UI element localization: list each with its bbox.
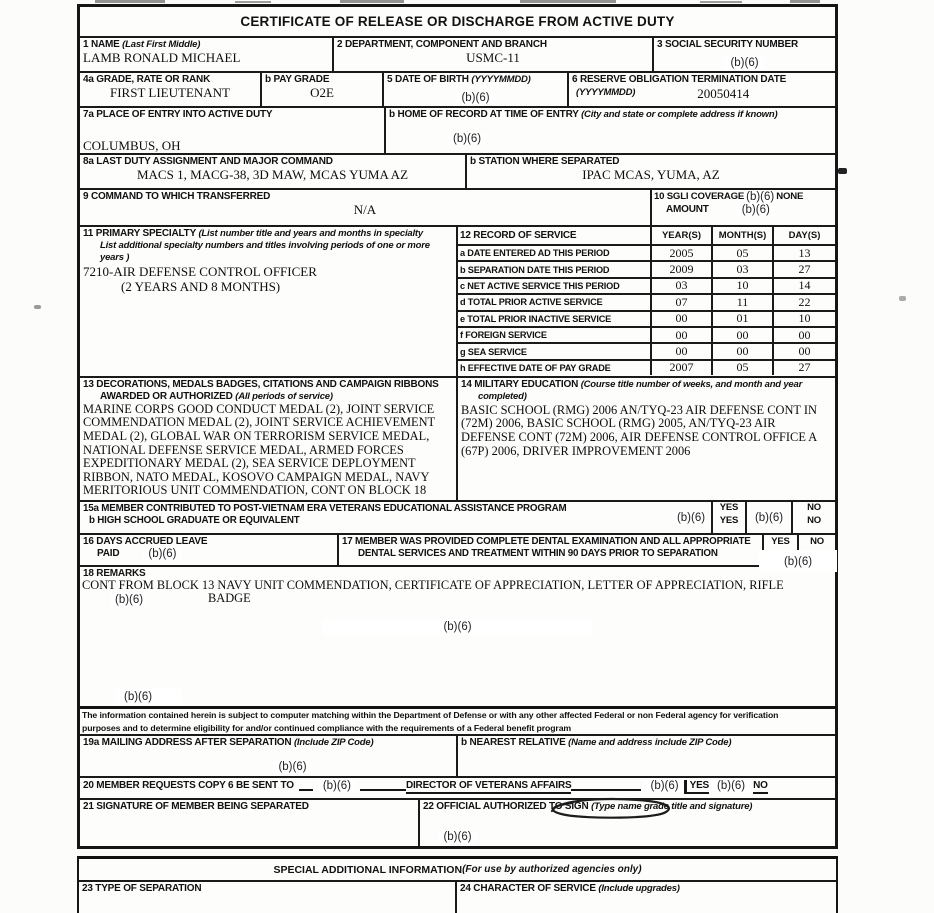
ros-row-days: 13 — [772, 244, 835, 260]
block15a-label: 15a MEMBER CONTRIBUTED TO POST-VIETNAM ERA VETERANS EDUCATIONAL ASSISTANCE PROGRAM — [83, 503, 567, 514]
block9-command-transferred — [80, 190, 650, 225]
block15-redaction-2-wrap — [747, 502, 791, 533]
block5-dob — [382, 73, 567, 106]
block18-redaction-2-wrap — [80, 617, 835, 635]
ros-row-years: 2005 — [650, 244, 711, 260]
row-decorations-education — [80, 376, 835, 500]
block15a-yes: YES — [719, 502, 739, 513]
row-signatures — [80, 798, 835, 846]
ros-row-years: 2009 — [650, 260, 711, 276]
block20-director-label: DIRECTOR OF VETERANS AFFAIRS — [406, 780, 572, 794]
ros-row-label: e TOTAL PRIOR INACTIVE SERVICE — [458, 310, 650, 326]
block11-label: 11 PRIMARY SPECIALTY (List number title and years and months in specialty List additional specialty numbers and titles involving periods of one or more years ) — [83, 228, 430, 263]
ros-row-days: 22 — [772, 293, 835, 309]
block18-label: 18 REMARKS — [83, 568, 146, 579]
row-grade-paygrade-dob-resobl — [80, 71, 835, 106]
block17-redaction: (b)(6) — [779, 556, 817, 568]
block8a-last-duty — [80, 155, 465, 188]
block17-dental — [337, 535, 762, 565]
block7a-value: COLUMBUS, OH — [83, 137, 181, 153]
block18-line2: BADGE — [208, 591, 251, 605]
ros-row-months: 00 — [711, 342, 772, 358]
block15-redaction-1-wrap — [671, 502, 711, 533]
block24-character-of-service — [455, 882, 836, 913]
block18-redaction-1: (b)(6) — [110, 594, 148, 606]
block2-label: 2 DEPARTMENT, COMPONENT AND BRANCH — [337, 39, 547, 50]
block22-redaction-wrap — [80, 827, 835, 845]
privacy-statement — [80, 706, 835, 734]
block18-remarks — [80, 565, 835, 706]
ros-row-label: b SEPARATION DATE THIS PERIOD — [458, 260, 650, 276]
block6-date-format: (YYYYMMDD) — [576, 86, 636, 98]
block11-primary-specialty — [80, 227, 456, 376]
block16-label-line2: PAID — [97, 547, 120, 559]
block17-redaction-wrap — [759, 550, 837, 572]
block22-redaction: (b)(6) — [438, 831, 476, 843]
scribble-annotation — [538, 795, 678, 821]
block10-none: NONE — [776, 191, 804, 203]
block17-label-line1: 17 MEMBER WAS PROVIDED COMPLETE DENTAL EXAMINATION AND ALL APPROPRIATE — [342, 536, 751, 547]
block17-yes: YES — [771, 536, 790, 547]
block14-military-education — [456, 378, 835, 500]
block2-branch — [332, 38, 652, 71]
block8a-label: 8a LAST DUTY ASSIGNMENT AND MAJOR COMMAND — [83, 156, 333, 167]
ros-row-months: 00 — [711, 326, 772, 342]
block14-value: BASIC SCHOOL (RMG) 2006 AN/TYQ-23 AIR DEFENSE CONT IN (72M) 2006, BASIC SCHOOL (RMG) 2005, AN/TYQ-23 AIR DEFENSE CONT (72M) 2006, AIR DEFENSE CONTROL OFFICE A (67P) 2006, DRIVER IMPROVEMENT 2006 — [461, 402, 817, 459]
ros-row-label: a DATE ENTERED AD THIS PERIOD — [458, 244, 650, 260]
ros-row-months: 10 — [711, 277, 772, 293]
block18-redaction-2: (b)(6) — [323, 619, 591, 635]
ros-row-days: 14 — [772, 277, 835, 293]
block15-labels — [80, 502, 671, 533]
scan-artifact — [790, 0, 820, 3]
block13-decorations — [80, 378, 456, 500]
ros-row-label: h EFFECTIVE DATE OF PAY GRADE — [458, 359, 650, 375]
ros-row-label: c NET ACTIVE SERVICE THIS PERIOD — [458, 277, 650, 293]
block13-value: MARINE CORPS GOOD CONDUCT MEDAL (2), JOINT SERVICE COMMENDATION MEDAL (2), JOINT SERVICE ACHIEVEMENT MEDAL (2), GLOBAL WAR ON TERRORISM SERVICE MEDAL, NATIONAL DEFENSE SERVICE MEDAL, ARMED FORCES EXPEDITIONARY MEDAL (2), SEA SERVICE DEPLOYMENT RIBBON, NATO MEDAL, KOSOVO CAMPAIGN MEDAL, NAVY MERITORIOUS UNIT COMMENDATION, CONT ON BLOCK 18 — [83, 401, 435, 498]
block6-value: 20050414 — [697, 85, 750, 101]
block20-underline-1 — [299, 780, 313, 791]
scan-artifact — [34, 305, 41, 309]
ros-header-months: MONTH(S) — [711, 227, 772, 244]
scan-artifact — [95, 0, 165, 3]
ros-row-days: 00 — [772, 342, 835, 358]
block19-redaction-wrap — [80, 757, 505, 775]
ros-row-days: 27 — [772, 260, 835, 276]
block20-no: NO — [753, 780, 768, 794]
block15b-label: b HIGH SCHOOL GRADUATE OR EQUIVALENT — [89, 514, 300, 526]
block19b-nearest-relative — [456, 736, 835, 776]
ros-row-days: 27 — [772, 359, 835, 375]
row-15-veterans-program — [80, 500, 835, 533]
block16-label-line1: 16 DAYS ACCRUED LEAVE — [83, 536, 208, 547]
block19a-label: 19a MAILING ADDRESS AFTER SEPARATION (Include ZIP Code) — [83, 737, 374, 748]
block8b-label: b STATION WHERE SEPARATED — [470, 156, 620, 167]
block15-redaction-1: (b)(6) — [676, 511, 706, 524]
scan-artifact — [340, 0, 404, 3]
block6-label: 6 RESERVE OBLIGATION TERMINATION DATE — [572, 74, 787, 85]
block17-no: NO — [810, 536, 824, 547]
record-of-service-table — [458, 227, 835, 375]
block20-redaction-3: (b)(6) — [712, 780, 750, 792]
block7b-redaction: (b)(6) — [448, 133, 486, 145]
ros-row-months: 11 — [711, 293, 772, 309]
ros-row-years: 00 — [650, 342, 711, 358]
block17-label-line2: DENTAL SERVICES AND TREATMENT WITHIN 90 DAYS PRIOR TO SEPARATION — [358, 547, 718, 559]
row-separation-character — [79, 882, 836, 913]
row-name-dept-ssn — [80, 36, 835, 71]
block10-amount-label: AMOUNT — [666, 204, 709, 216]
row-entry-homerecord — [80, 106, 835, 153]
block16-days-accrued-leave — [80, 535, 337, 565]
block3-redaction: (b)(6) — [725, 57, 763, 69]
block9-label: 9 COMMAND TO WHICH TRANSFERRED — [83, 191, 271, 202]
ros-row-days: 00 — [772, 326, 835, 342]
block1-name — [80, 38, 332, 71]
block6-reserve-obligation — [567, 73, 835, 106]
ros-row-months: 05 — [711, 244, 772, 260]
ros-row-label: g SEA SERVICE — [458, 342, 650, 358]
scan-artifact — [700, 1, 742, 3]
block16-redaction: (b)(6) — [143, 548, 181, 560]
block2-value: USMC-11 — [466, 49, 520, 65]
row-command-sgli — [80, 188, 835, 225]
block12-record-of-service — [456, 227, 835, 376]
ros-title: 12 RECORD OF SERVICE — [460, 230, 577, 241]
row-lastduty-station — [80, 153, 835, 188]
ros-header-years: YEAR(S) — [650, 227, 711, 244]
block15b-no: NO — [807, 515, 821, 527]
block20-redaction-2: (b)(6) — [645, 780, 683, 792]
block19b-label: b NEAREST RELATIVE (Name and address include ZIP Code) — [461, 737, 732, 748]
row-mailing-relative — [80, 734, 835, 776]
block11-value-line2: (2 YEARS AND 8 MONTHS) — [121, 278, 281, 294]
scan-artifact — [235, 1, 271, 3]
block14-label: 14 MILITARY EDUCATION (Course title number of weeks, and month and year completed) — [461, 379, 803, 402]
ros-row-months: 01 — [711, 310, 772, 326]
scan-artifact — [899, 296, 906, 301]
block20-redaction-1: (b)(6) — [318, 780, 356, 792]
block9-value: N/A — [353, 201, 377, 217]
block10-sgli — [650, 190, 835, 225]
scan-artifact — [520, 0, 616, 3]
block15-yes-column — [711, 502, 747, 533]
privacy-line2: purposes and to determine eligibility for and/or continued compliance with the requirements of a Federal benefit program — [82, 722, 572, 733]
block8a-value: MACS 1, MACG-38, 3D MAW, MCAS YUMA AZ — [136, 166, 409, 182]
block3-ssn — [652, 38, 835, 71]
ros-row-days: 10 — [772, 310, 835, 326]
ros-row-years: 07 — [650, 293, 711, 309]
block19-redaction: (b)(6) — [273, 761, 311, 773]
block8b-station-separated — [465, 155, 835, 188]
block15a-no: NO — [807, 502, 821, 513]
block5-redaction: (b)(6) — [456, 92, 494, 104]
block11-value-line1: 7210-AIR DEFENSE CONTROL OFFICER — [83, 264, 317, 280]
block4a-grade — [80, 73, 260, 106]
block7b-home-of-record — [384, 108, 835, 153]
block23-type-of-separation — [79, 882, 455, 913]
row-specialty-recordofservice — [80, 225, 835, 376]
ros-row-years: 2007 — [650, 359, 711, 375]
ros-row-years: 00 — [650, 310, 711, 326]
block20-copy6 — [80, 776, 835, 798]
block10-label: 10 SGLI COVERAGE — [654, 191, 745, 203]
block22-label: 22 OFFICIAL AUTHORIZED TO SIGN (Type name grade title and signature) — [423, 801, 753, 812]
ros-row-months: 05 — [711, 359, 772, 375]
block4b-label: b PAY GRADE — [265, 74, 330, 85]
block18-line1: CONT FROM BLOCK 13 NAVY UNIT COMMENDATION, CERTIFICATE OF APPRECIATION, LETTER OF APPRECIATION, RIFLE — [82, 578, 784, 592]
block8b-value: IPAC MCAS, YUMA, AZ — [582, 166, 720, 182]
ros-row-label: f FOREIGN SERVICE — [458, 326, 650, 342]
block10-redaction-1: (b)(6) — [746, 191, 775, 203]
row-leave-dental — [80, 533, 835, 568]
block13-label: 13 DECORATIONS, MEDALS BADGES, CITATIONS AND CAMPAIGN RIBBONS AWARDED OR AUTHORIZED (All periods of service) — [83, 379, 439, 402]
block7a-place-of-entry — [80, 108, 384, 153]
privacy-line1: The information contained herein is subject to computer matching within the Department of Defense or with any other affected Federal or non Federal agency for verification — [82, 710, 779, 720]
special-section-title: SPECIAL ADDITIONAL INFORMATION (For use by authorized agencies only) — [79, 859, 836, 882]
scan-artifact — [838, 168, 847, 174]
ros-header-days: DAY(S) — [772, 227, 835, 244]
special-additional-info-section — [77, 856, 838, 913]
block15b-yes: YES — [719, 515, 739, 527]
form-title: CERTIFICATE OF RELEASE OR DISCHARGE FROM ACTIVE DUTY — [240, 14, 675, 29]
ros-row-months: 03 — [711, 260, 772, 276]
block4a-label: 4a GRADE, RATE OR RANK — [83, 74, 211, 85]
block20-underline-3 — [571, 780, 641, 791]
block15-no-column — [791, 502, 835, 533]
block20-label: 20 MEMBER REQUESTS COPY 6 BE SENT TO — [83, 780, 294, 791]
block1-value: LAMB RONALD MICHAEL — [83, 49, 241, 65]
block20-underline-2 — [360, 780, 406, 791]
block7b-label: b HOME OF RECORD AT TIME OF ENTRY (City and state or complete address if known) — [389, 109, 778, 120]
block21-label: 21 SIGNATURE OF MEMBER BEING SEPARATED — [83, 801, 309, 812]
block3-label: 3 SOCIAL SECURITY NUMBER — [657, 39, 798, 50]
block4a-value: FIRST LIEUTENANT — [109, 84, 230, 100]
ros-row-years: 03 — [650, 277, 711, 293]
block24-label: 24 CHARACTER OF SERVICE (Include upgrades) — [460, 883, 680, 894]
dd214-form — [77, 4, 838, 849]
block1-label: 1 NAME (Last First Middle) — [83, 39, 201, 50]
ros-row-years: 00 — [650, 326, 711, 342]
ros-row-label: d TOTAL PRIOR ACTIVE SERVICE — [458, 293, 650, 309]
block23-label: 23 TYPE OF SEPARATION — [82, 883, 202, 894]
block4b-value: O2E — [310, 84, 334, 100]
block20-yes: YES — [684, 780, 709, 794]
block10-redaction-2: (b)(6) — [737, 204, 775, 216]
block18-redaction-3: (b)(6) — [116, 689, 182, 705]
block7a-label: 7a PLACE OF ENTRY INTO ACTIVE DUTY — [83, 109, 273, 120]
block4b-paygrade — [260, 73, 382, 106]
block15-redaction-2: (b)(6) — [754, 511, 784, 524]
block5-label: 5 DATE OF BIRTH (YYYYMMDD) — [387, 74, 531, 85]
